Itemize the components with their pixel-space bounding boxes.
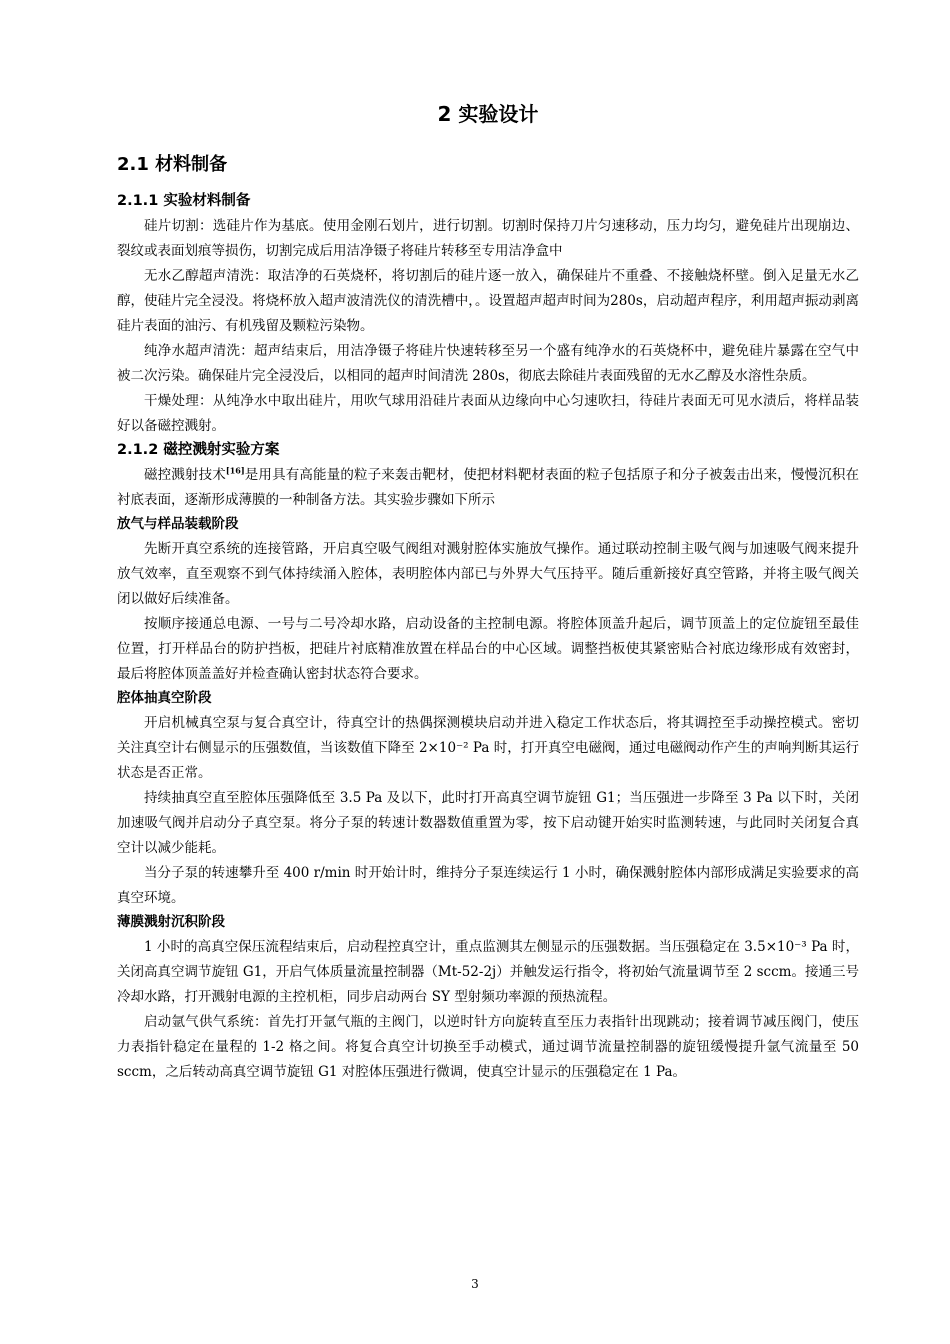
section-heading-2-1: 2.1 材料制备 xyxy=(117,154,228,175)
stage-heading-venting: 放气与样品装载阶段 xyxy=(117,516,239,532)
paragraph-drying: 干燥处理：从纯净水中取出硅片，用吹气球用沿硅片表面从边缘向中心匀速吹扫，待硅片表面无可见水渍后，将样品装好以备磁控溅射。 xyxy=(117,393,859,434)
paragraph-venting: 先断开真空系统的连接管路，开启真空吸气阀组对溅射腔体实施放气操作。通过联动控制主吸气阀与加速吸气阀来提升放气效率，直至观察不到气体持续涌入腔体，表明腔体内部已与外界大气压持平。随后重新接好真空管路，并将主吸气阀关闭以做好后续准备。 xyxy=(117,541,859,607)
paragraph-molecular-pump: 当分子泵的转速攀升至 400 r/min 时开始计时，维持分子泵连续运行 1 小时，确保溅射腔体内部形成满足实验要求的高真空环境。 xyxy=(117,865,859,906)
paragraph-water-cleaning: 纯净水超声清洗：超声结束后，用洁净镊子将硅片快速转移至另一个盛有纯净水的石英烧杯中，避免硅片暴露在空气中被二次污染。确保硅片完全浸没后，以相同的超声时间清洗 280s，彻底去除硅片表面残留的无水乙醇及水溶性杂质。 xyxy=(117,343,859,384)
document-page xyxy=(117,100,859,1085)
paragraph-deposition-start: 1 小时的高真空保压流程结束后，启动程控真空计，重点监测其左侧显示的压强数据。当压强稳定在 3.5×10⁻³ Pa 时，关闭高真空调节旋钮 G1，开启气体质量流量控制器（Mt-52-2j）并触发运行指令，将初始气流量调节至 2 sccm。接通三号冷却水路，打开溅射电源的主控机柜，同步启动两台 SY 型射频功率源的预热流程。 xyxy=(117,939,859,1005)
stage-heading-deposition: 薄膜溅射沉积阶段 xyxy=(117,914,225,930)
paragraph-pumping-continue: 持续抽真空直至腔体压强降低至 3.5 Pa 及以下，此时打开高真空调节旋钮 G1；当压强进一步降至 3 Pa 以下时，关闭加速吸气阀并启动分子真空泵。将分子泵的转速计数器数值重置为零，按下启动键开始实时监测转速，与此同时关闭复合真空计以减少能耗。 xyxy=(117,790,859,856)
paragraph-sample-loading: 按顺序接通总电源、一号与二号冷却水路，启动设备的主控制电源。将腔体顶盖升起后，调节顶盖上的定位旋钮至最佳位置，打开样品台的防护挡板，把硅片衬底精准放置在样品台的中心区域。调整挡板使其紧密贴合衬底边缘形成有效密封，最后将腔体顶盖盖好并检查确认密封状态符合要求。 xyxy=(117,616,859,682)
intro-text-b: 是用具有高能量的粒子来轰击靶材，使把材料靶材表面的粒子包括原子和分子被轰击出来，慢慢沉积在衬底表面，逐渐形成薄膜的一种制备方法。其实验步骤如下所示 xyxy=(117,467,860,508)
paragraph-sputtering-intro xyxy=(117,463,859,513)
paragraph-silicon-cutting: 硅片切割：选硅片作为基底。使用金刚石划片，进行切割。切割时保持刀片匀速移动，压力均匀，避免硅片出现崩边、裂纹或表面划痕等损伤，切割完成后用洁净镊子将硅片转移至专用洁净盒中 xyxy=(117,218,859,259)
page-number: 3 xyxy=(471,1277,479,1291)
citation-ref: [16] xyxy=(225,465,245,476)
subsection-heading-2-1-1: 2.1.1 实验材料制备 xyxy=(117,193,251,209)
stage-heading-pumping: 腔体抽真空阶段 xyxy=(117,690,212,706)
intro-text-a: 磁控溅射技术 xyxy=(144,467,226,483)
paragraph-ethanol-cleaning: 无水乙醇超声清洗：取洁净的石英烧杯，将切割后的硅片逐一放入，确保硅片不重叠、不接触烧杯壁。倒入足量无水乙醇，使硅片完全浸没。将烧杯放入超声波清洗仪的清洗槽中，。设置超声超声时间为280s，启动超声程序，利用超声振动剥离硅片表面的油污、有机残留及颗粒污染物。 xyxy=(117,268,859,334)
subsection-heading-2-1-2: 2.1.2 磁控溅射实验方案 xyxy=(117,442,280,458)
paragraph-pumping-start: 开启机械真空泵与复合真空计，待真空计的热偶探测模块启动并进入稳定工作状态后，将其调控至手动操控模式。密切关注真空计右侧显示的压强数值，当该数值下降至 2×10⁻² Pa 时，打开真空电磁阀，通过电磁阀动作产生的声响判断其运行状态是否正常。 xyxy=(117,715,859,781)
chapter-title: 2 实验设计 xyxy=(437,102,539,126)
paragraph-argon-supply: 启动氩气供气系统：首先打开氩气瓶的主阀门，以逆时针方向旋转直至压力表指针出现跳动；接着调节减压阀门，使压力表指针稳定在量程的 1-2 格之间。将复合真空计切换至手动模式，通过调节流量控制器的旋钮缓慢提升氩气流量至 50 sccm，之后转动高真空调节旋钮 G1 对腔体压强进行微调，使真空计显示的压强稳定在 1 Pa。 xyxy=(117,1014,859,1080)
